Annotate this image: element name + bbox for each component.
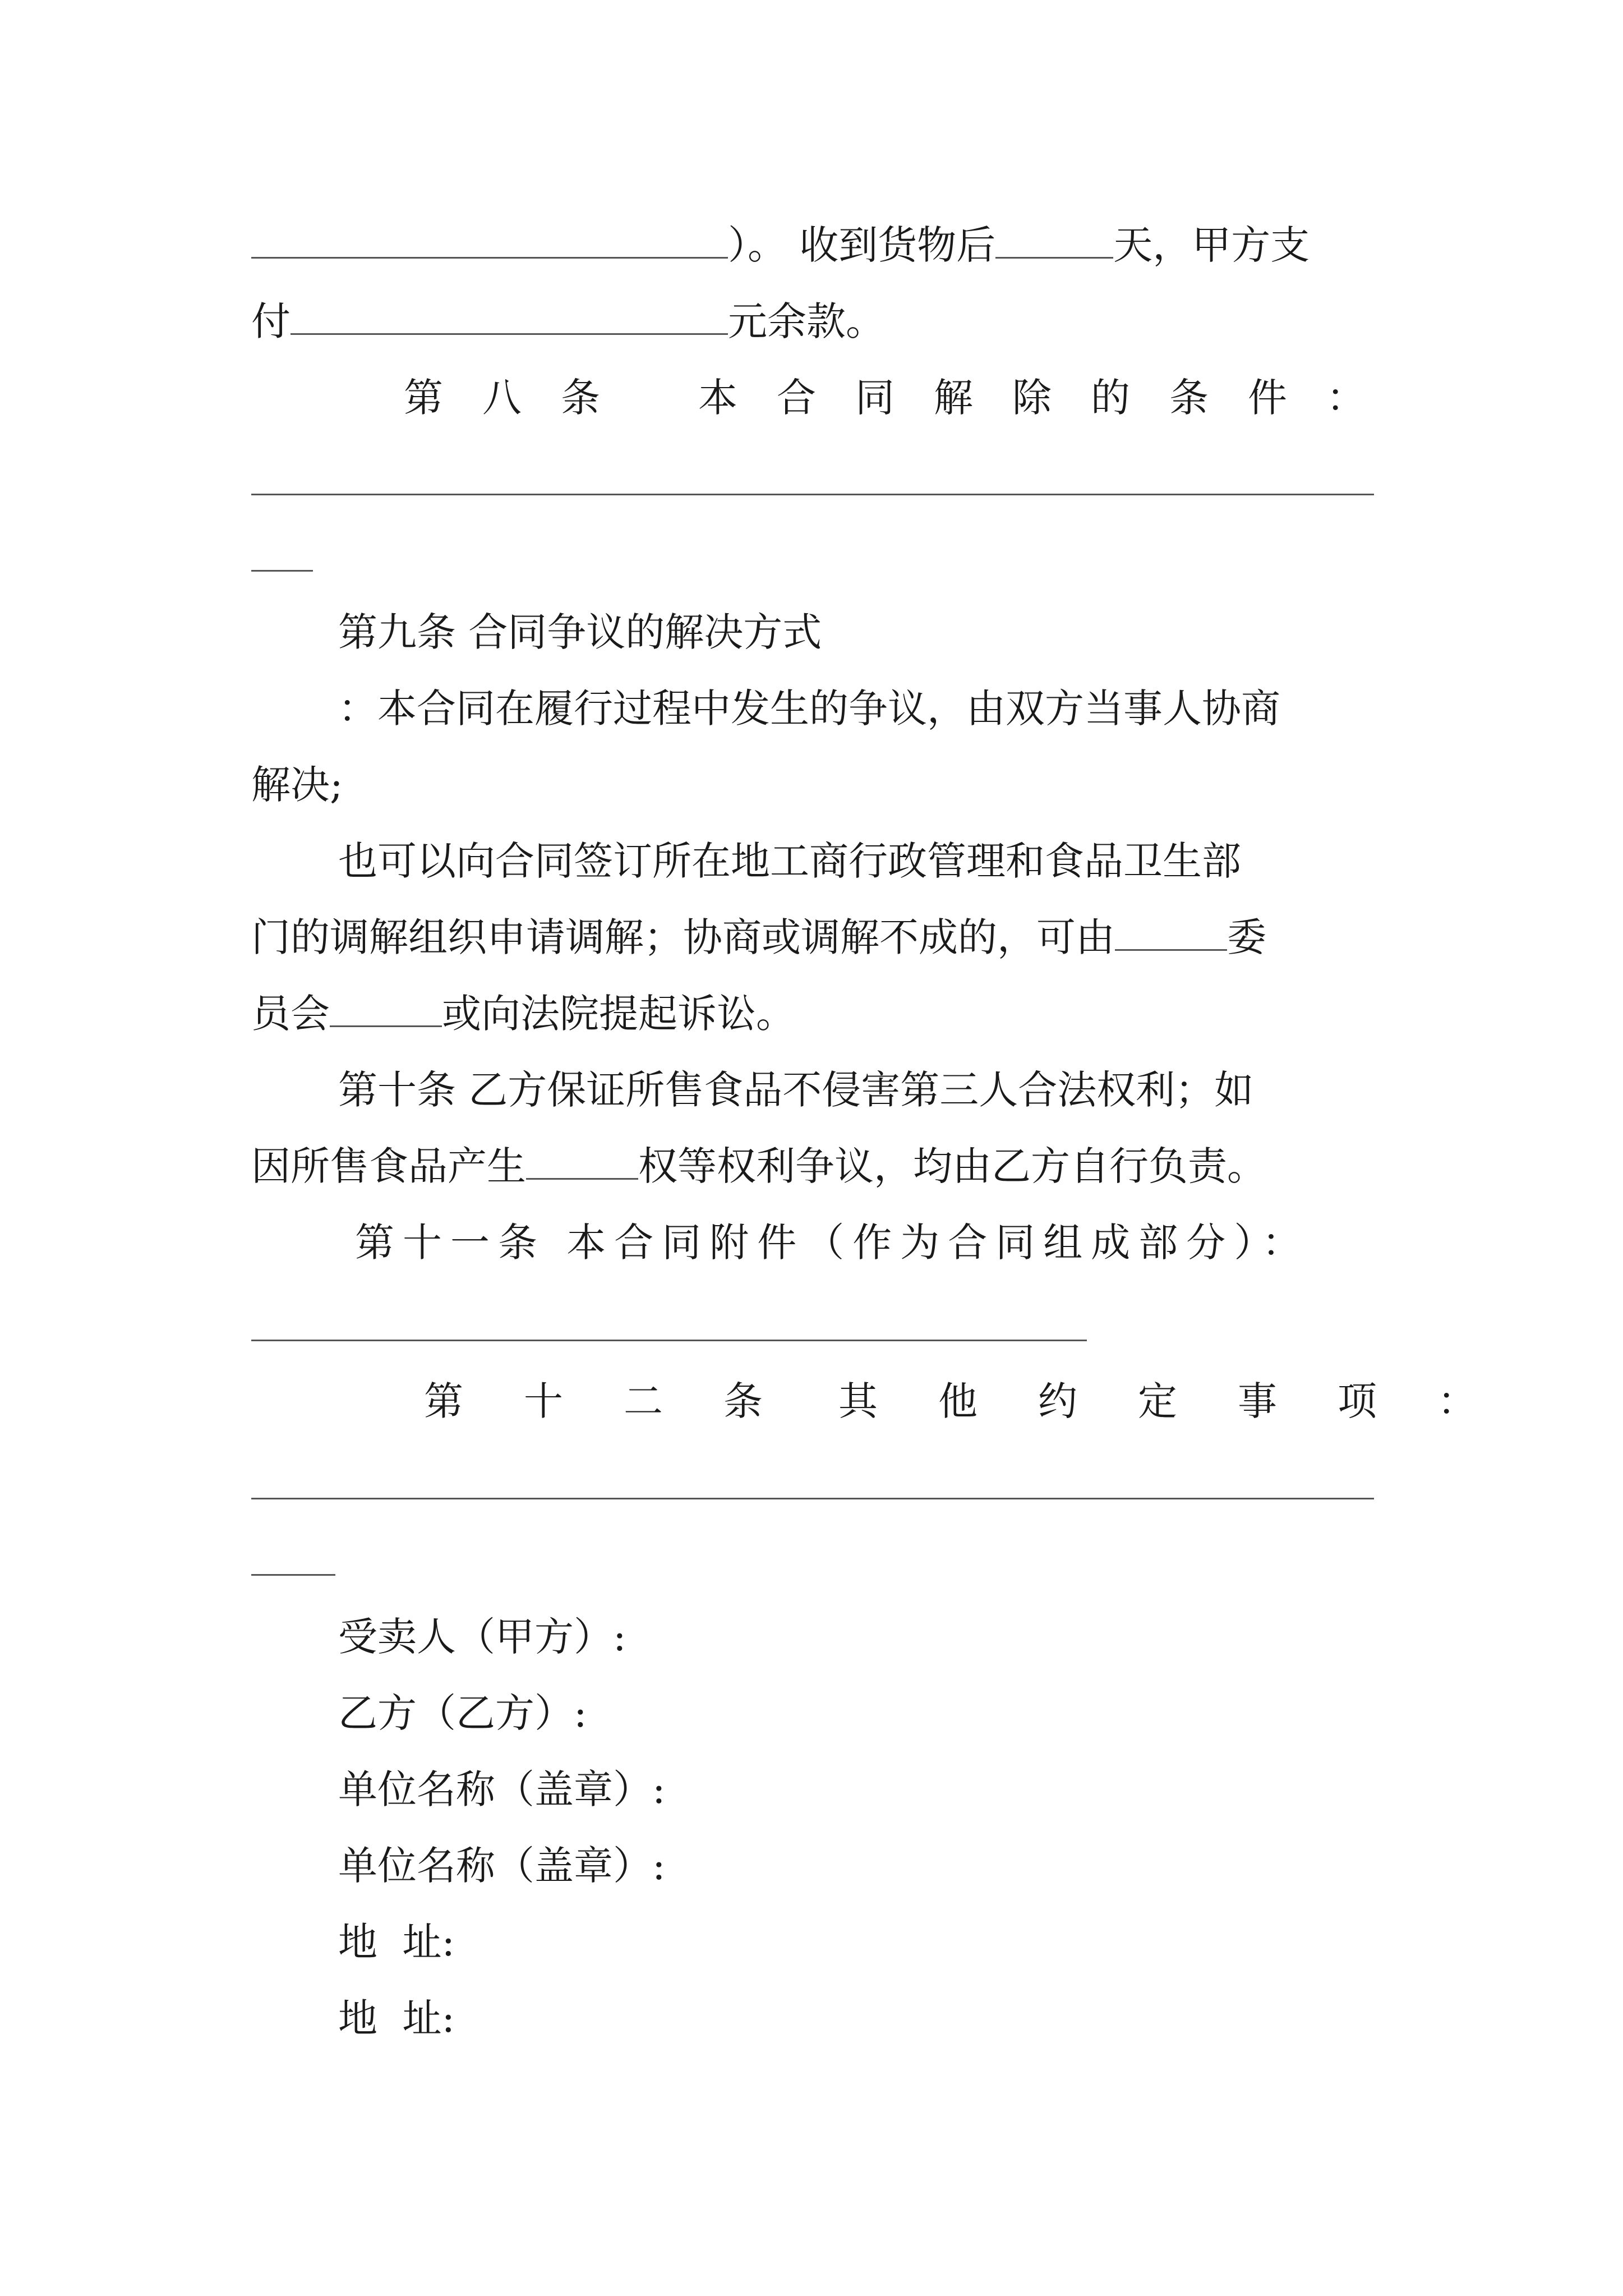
heading-char: 解 [934, 375, 973, 421]
article-9-line-3: 也可以向合同签订所在地工商行政管理和食品卫生部 [338, 838, 1241, 884]
heading-char: 约 [1038, 1378, 1077, 1424]
blank-underline [995, 223, 1113, 259]
signature-unit-a: 单位名称（盖章）: [338, 1766, 666, 1812]
article-9-line-2: 解决; [251, 762, 343, 808]
heading-char: 定 [1138, 1378, 1177, 1424]
heading-char: 本 [698, 375, 737, 421]
heading-char: 项 [1338, 1378, 1377, 1424]
article-9-title: 第九条 合同争议的解决方式 [338, 609, 822, 655]
blank-underline [526, 1144, 638, 1180]
payment-text-1a: ）。 收到货物后 [728, 222, 996, 268]
article-10-line-2 [251, 1141, 1373, 1191]
fill-in-rule [251, 1498, 1374, 1499]
blank-underline [291, 300, 728, 335]
heading-char: ： [1326, 375, 1366, 421]
signature-party-b: 乙方（乙方）: [338, 1690, 587, 1736]
heading-char: 十 [524, 1378, 563, 1424]
heading-char: 同 [855, 375, 895, 421]
blank-underline [1115, 915, 1227, 951]
heading-char: 二 [624, 1378, 663, 1424]
article-9-text-5a: 员会 [251, 991, 330, 1037]
signature-address-a: 地 址: [338, 1919, 455, 1965]
payment-text-2b: 元余款。 [728, 298, 885, 344]
heading-char: 合 [777, 375, 816, 421]
fill-in-rule [251, 570, 313, 572]
article-9-text-4a: 门的调解组织申请调解；协商或调解不成的，可由 [251, 914, 1115, 960]
heading-char: 第 [404, 375, 443, 421]
heading-char: 八 [482, 375, 522, 421]
payment-text-1b: 天，甲方支 [1113, 222, 1310, 268]
heading-char: 其 [838, 1378, 878, 1424]
signature-address-b: 地 址: [338, 1995, 455, 2041]
payment-line-2 [251, 296, 1373, 347]
heading-char: 条 [561, 375, 600, 421]
article-11-heading: 第十一条 本合同附件（作为合同组成部分）： [355, 1220, 1310, 1266]
heading-char: 第 [424, 1378, 463, 1424]
heading-char: 条 [723, 1378, 763, 1424]
fill-in-rule [251, 1340, 1087, 1341]
article-8-heading [404, 372, 1373, 423]
heading-char: 件 [1248, 375, 1287, 421]
article-10-text-2a: 因所售食品产生 [251, 1143, 526, 1189]
signature-party-a: 受卖人（甲方）: [338, 1614, 626, 1660]
article-9-line-4 [251, 912, 1373, 963]
blank-underline [330, 992, 442, 1027]
blank-underline [251, 223, 728, 259]
article-12-heading [424, 1376, 1477, 1427]
article-10-line-1: 第十条 乙方保证所售食品不侵害第三人合法权利；如 [338, 1067, 1254, 1113]
fill-in-rule [251, 494, 1374, 495]
payment-text-2a: 付 [251, 298, 291, 344]
article-9-line-5 [251, 988, 1373, 1039]
heading-char: 除 [1012, 375, 1052, 421]
fill-in-rule [251, 1574, 335, 1576]
article-9-text-4b: 委 [1227, 914, 1266, 960]
payment-line-1 [251, 220, 1373, 270]
heading-char: 他 [938, 1378, 978, 1424]
article-10-text-2b: 权等权利争议，均由乙方自行负责。 [638, 1143, 1266, 1189]
article-9-text-5b: 或向法院提起诉讼。 [442, 991, 795, 1037]
heading-char: ： [1437, 1378, 1477, 1424]
heading-char: 的 [1091, 375, 1130, 421]
signature-unit-b: 单位名称（盖章）: [338, 1843, 666, 1889]
heading-char: 条 [1169, 375, 1209, 421]
heading-char: 事 [1238, 1378, 1277, 1424]
article-9-line-1: ：本合同在履行过程中发生的争议，由双方当事人协商 [338, 685, 1280, 731]
